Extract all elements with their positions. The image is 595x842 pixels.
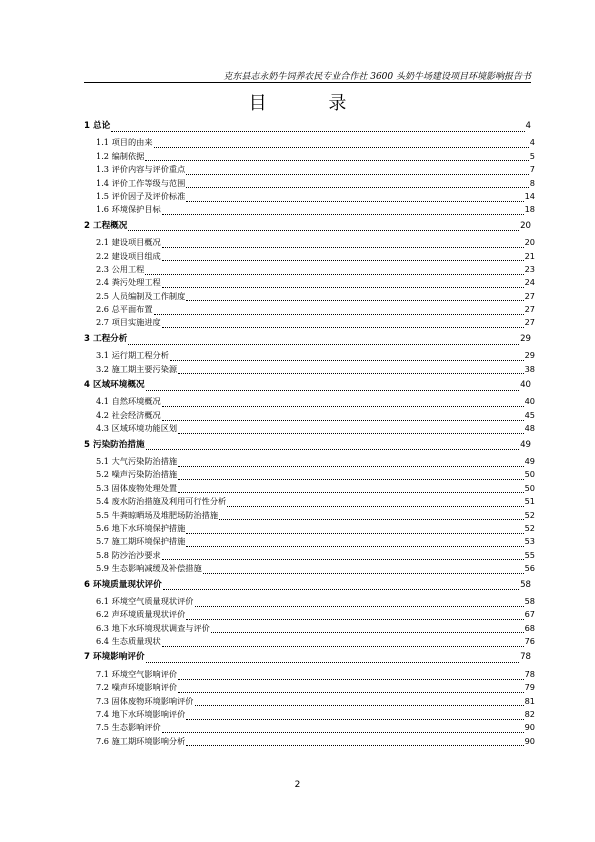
toc-leader-dots	[162, 278, 524, 288]
toc-leader-dots	[186, 537, 523, 547]
toc-section[interactable]	[84, 468, 535, 481]
toc-section-page: 8	[529, 177, 535, 188]
toc-section-label: 1.2 编制依据	[96, 150, 145, 161]
toc-section-page: 20	[524, 237, 535, 248]
toc-section-page: 90	[524, 722, 535, 733]
toc-section-page: 81	[524, 695, 535, 706]
toc-section-label: 2.3 公用工程	[96, 263, 145, 274]
toc-section[interactable]	[84, 721, 535, 734]
toc-leader-dots	[178, 457, 523, 467]
toc-section-page: 14	[524, 190, 535, 201]
toc-section-label: 3.2 施工期主要污染源	[96, 363, 178, 374]
toc-section-page: 18	[524, 204, 535, 215]
toc-chapter-label: 1 总论	[84, 121, 111, 131]
toc-section[interactable]	[84, 549, 535, 562]
toc-chapter[interactable]	[84, 220, 531, 233]
toc-leader-dots	[146, 653, 520, 663]
toc-section-page: 5	[529, 150, 535, 161]
toc-section-label: 5.8 防沙治沙要求	[96, 549, 161, 560]
toc-section-page: 53	[524, 536, 535, 547]
toc-leader-dots	[186, 524, 523, 534]
toc-chapter[interactable]	[84, 579, 531, 592]
toc-section[interactable]	[84, 608, 535, 621]
toc-section-page: 51	[524, 496, 535, 507]
toc-section-label: 2.6 总平面布置	[96, 304, 153, 315]
toc-section-page: 79	[524, 682, 535, 693]
toc-chapter-label: 4 区域环境概况	[84, 380, 145, 391]
toc-section-page: 21	[524, 250, 535, 261]
toc-leader-dots	[162, 318, 524, 328]
page-number: 2	[294, 780, 301, 790]
toc-section-label: 2.5 人员编制及工作制度	[96, 290, 186, 301]
toc-leader-dots	[128, 335, 519, 345]
toc-leader-dots	[178, 670, 523, 680]
toc-section[interactable]	[84, 509, 535, 522]
toc-chapter-page: 49	[520, 439, 531, 450]
toc-section-label: 2.4 粪污处理工程	[96, 277, 161, 288]
toc-leader-dots	[219, 510, 524, 520]
toc-chapter-label: 6 环境质量现状评价	[84, 579, 162, 590]
toc-leader-dots	[178, 683, 523, 693]
toc-leader-dots	[162, 238, 524, 248]
toc-section[interactable]	[84, 422, 535, 435]
toc-section-label: 6.3 地下水环境现状调查与评价	[96, 622, 210, 633]
toc-section[interactable]	[84, 409, 535, 422]
toc-section[interactable]	[84, 163, 535, 176]
toc-section[interactable]	[84, 177, 535, 190]
toc-title: 目 录	[248, 93, 375, 114]
toc-section[interactable]	[84, 495, 535, 508]
toc-section[interactable]	[84, 263, 535, 276]
toc-section[interactable]	[84, 708, 535, 721]
toc-section-label: 1.4 评价工作等级与范围	[96, 177, 186, 188]
toc-leader-dots	[128, 221, 519, 231]
toc-section[interactable]	[84, 681, 535, 694]
toc-section[interactable]	[84, 482, 535, 495]
toc-section-page: 27	[524, 317, 535, 328]
toc-section-label: 1.3 评价内容与评价重点	[96, 164, 186, 175]
toc-section-page: 27	[524, 304, 535, 315]
toc-chapter[interactable]	[84, 120, 531, 133]
toc-section-page: 90	[524, 735, 535, 746]
toc-chapter-page: 4	[525, 121, 531, 131]
toc-section-label: 4.2 社会经济概况	[96, 409, 161, 420]
toc-chapter-page: 20	[520, 220, 531, 231]
toc-section[interactable]	[84, 136, 535, 149]
toc-section-label: 1.6 环境保护目标	[96, 204, 161, 215]
table-of-contents	[84, 117, 535, 748]
toc-section[interactable]	[84, 735, 535, 748]
toc-section[interactable]	[84, 203, 535, 216]
toc-section-page: 23	[524, 263, 535, 274]
toc-section-page: 24	[524, 277, 535, 288]
toc-leader-dots	[178, 483, 523, 493]
toc-section-page: 49	[524, 455, 535, 466]
toc-chapter[interactable]	[84, 379, 531, 392]
toc-leader-dots	[186, 178, 528, 188]
toc-section-page: 52	[524, 509, 535, 520]
toc-section[interactable]	[84, 190, 535, 203]
toc-section-label: 5.2 噪声污染防治措施	[96, 469, 178, 480]
toc-section[interactable]	[84, 363, 535, 376]
toc-section-label: 7.1 环境空气影响评价	[96, 668, 178, 679]
toc-section[interactable]	[84, 522, 535, 535]
toc-leader-dots	[162, 411, 524, 421]
toc-chapter-label: 2 工程概况	[84, 220, 128, 231]
toc-section-page: 27	[524, 290, 535, 301]
toc-section-page: 40	[524, 396, 535, 407]
toc-leader-dots	[186, 736, 523, 746]
toc-section-label: 6.4 生态质量现状	[96, 636, 161, 647]
toc-chapter-page: 78	[520, 652, 531, 663]
toc-section-label: 4.1 自然环境概况	[96, 396, 161, 407]
toc-leader-dots	[186, 165, 528, 175]
toc-section-label: 6.2 声环境质量现状评价	[96, 609, 186, 620]
toc-chapter-label: 7 环境影响评价	[84, 652, 145, 663]
toc-section-page: 29	[524, 350, 535, 361]
toc-section[interactable]	[84, 395, 535, 408]
toc-section[interactable]	[84, 290, 535, 303]
toc-section-label: 2.7 项目实施进度	[96, 317, 161, 328]
toc-leader-dots	[186, 291, 523, 301]
toc-section-label: 5.1 大气污染防治措施	[96, 455, 178, 466]
toc-section-label: 5.3 固体废物处理处置	[96, 482, 178, 493]
toc-leader-dots	[170, 351, 524, 361]
toc-section[interactable]	[84, 276, 535, 289]
toc-leader-dots	[186, 710, 523, 720]
toc-leader-dots	[162, 637, 524, 647]
toc-leader-dots	[178, 470, 523, 480]
toc-section-page: 82	[524, 709, 535, 720]
toc-leader-dots	[111, 122, 524, 132]
toc-leader-dots	[227, 497, 523, 507]
toc-leader-dots	[162, 205, 524, 215]
toc-section-page: 50	[524, 469, 535, 480]
toc-section-page: 48	[524, 423, 535, 434]
toc-section-page: 52	[524, 522, 535, 533]
toc-section[interactable]	[84, 303, 535, 316]
toc-leader-dots	[195, 597, 524, 607]
toc-chapter-label: 3 工程分析	[84, 333, 128, 344]
toc-leader-dots	[145, 265, 523, 275]
toc-section-label: 6.1 环境空气质量现状评价	[96, 595, 194, 606]
toc-chapter[interactable]	[84, 333, 531, 346]
toc-section[interactable]	[84, 695, 535, 708]
toc-section[interactable]	[84, 562, 535, 575]
toc-section-label: 7.4 地下水环境影响评价	[96, 709, 186, 720]
toc-chapter-label: 5 污染防治措施	[84, 439, 145, 450]
toc-section[interactable]	[84, 455, 535, 468]
toc-leader-dots	[178, 364, 523, 374]
toc-leader-dots	[154, 138, 529, 148]
toc-section-label: 5.4 废水防治措施及利用可行性分析	[96, 496, 227, 507]
toc-section-page: 58	[524, 595, 535, 606]
toc-leader-dots	[162, 550, 524, 560]
toc-section[interactable]	[84, 349, 535, 362]
toc-chapter[interactable]	[84, 439, 531, 452]
toc-section-page: 56	[524, 563, 535, 574]
toc-chapter-page: 29	[520, 333, 531, 344]
toc-leader-dots	[186, 192, 523, 202]
toc-leader-dots	[162, 397, 524, 407]
toc-section-label: 3.1 运行期工程分析	[96, 350, 169, 361]
toc-section[interactable]	[84, 595, 535, 608]
toc-section[interactable]	[84, 150, 535, 163]
toc-section[interactable]	[84, 316, 535, 329]
toc-section-label: 7.3 固体废物环境影响评价	[96, 695, 194, 706]
toc-section-label: 2.1 建设项目概况	[96, 237, 161, 248]
header-rule	[84, 82, 531, 83]
toc-leader-dots	[162, 723, 524, 733]
toc-section-page: 78	[524, 668, 535, 679]
toc-section-page: 38	[524, 363, 535, 374]
toc-section-page: 76	[524, 636, 535, 647]
toc-leader-dots	[195, 696, 524, 706]
toc-section-page: 7	[529, 164, 535, 175]
toc-section-page: 50	[524, 482, 535, 493]
toc-section-label: 2.2 建设项目组成	[96, 250, 161, 261]
toc-section-page: 45	[524, 409, 535, 420]
toc-section-page: 68	[524, 622, 535, 633]
toc-section-label: 7.5 生态影响评价	[96, 722, 161, 733]
toc-leader-dots	[146, 381, 520, 391]
toc-chapter-page: 58	[520, 579, 531, 590]
toc-section-label: 1.5 评价因子及评价标准	[96, 190, 186, 201]
toc-section[interactable]	[84, 236, 535, 249]
toc-section-label: 7.2 噪声环境影响评价	[96, 682, 178, 693]
toc-chapter[interactable]	[84, 651, 531, 664]
toc-section-label: 7.6 施工期环境影响分析	[96, 735, 186, 746]
toc-chapter-page: 40	[520, 380, 531, 391]
toc-section-page: 67	[524, 609, 535, 620]
toc-section[interactable]	[84, 250, 535, 263]
toc-section[interactable]	[84, 635, 535, 648]
toc-section-label: 4.3 区域环境功能区划	[96, 423, 178, 434]
toc-leader-dots	[178, 424, 523, 434]
toc-leader-dots	[154, 305, 524, 315]
toc-leader-dots	[211, 623, 524, 633]
toc-section-label: 1.1 项目的由来	[96, 137, 153, 148]
toc-leader-dots	[186, 610, 523, 620]
toc-section-page: 55	[524, 549, 535, 560]
toc-leader-dots	[203, 564, 524, 574]
toc-section-label: 5.5 牛粪晾晒场及堆肥场防治措施	[96, 509, 219, 520]
toc-section[interactable]	[84, 622, 535, 635]
toc-section-label: 5.7 施工期环境保护措施	[96, 536, 186, 547]
toc-leader-dots	[145, 151, 528, 161]
toc-section-label: 5.9 生态影响减缓及补偿措施	[96, 563, 202, 574]
toc-leader-dots	[163, 580, 519, 590]
toc-section-page: 4	[529, 137, 535, 148]
toc-section[interactable]	[84, 668, 535, 681]
toc-leader-dots	[146, 440, 520, 450]
running-header: 克东县志永奶牛饲养农民专业合作社 3600 头奶牛场建设项目环境影响报告书	[223, 72, 531, 82]
toc-leader-dots	[162, 251, 524, 261]
toc-section[interactable]	[84, 535, 535, 548]
toc-section-label: 5.6 地下水环境保护措施	[96, 522, 186, 533]
